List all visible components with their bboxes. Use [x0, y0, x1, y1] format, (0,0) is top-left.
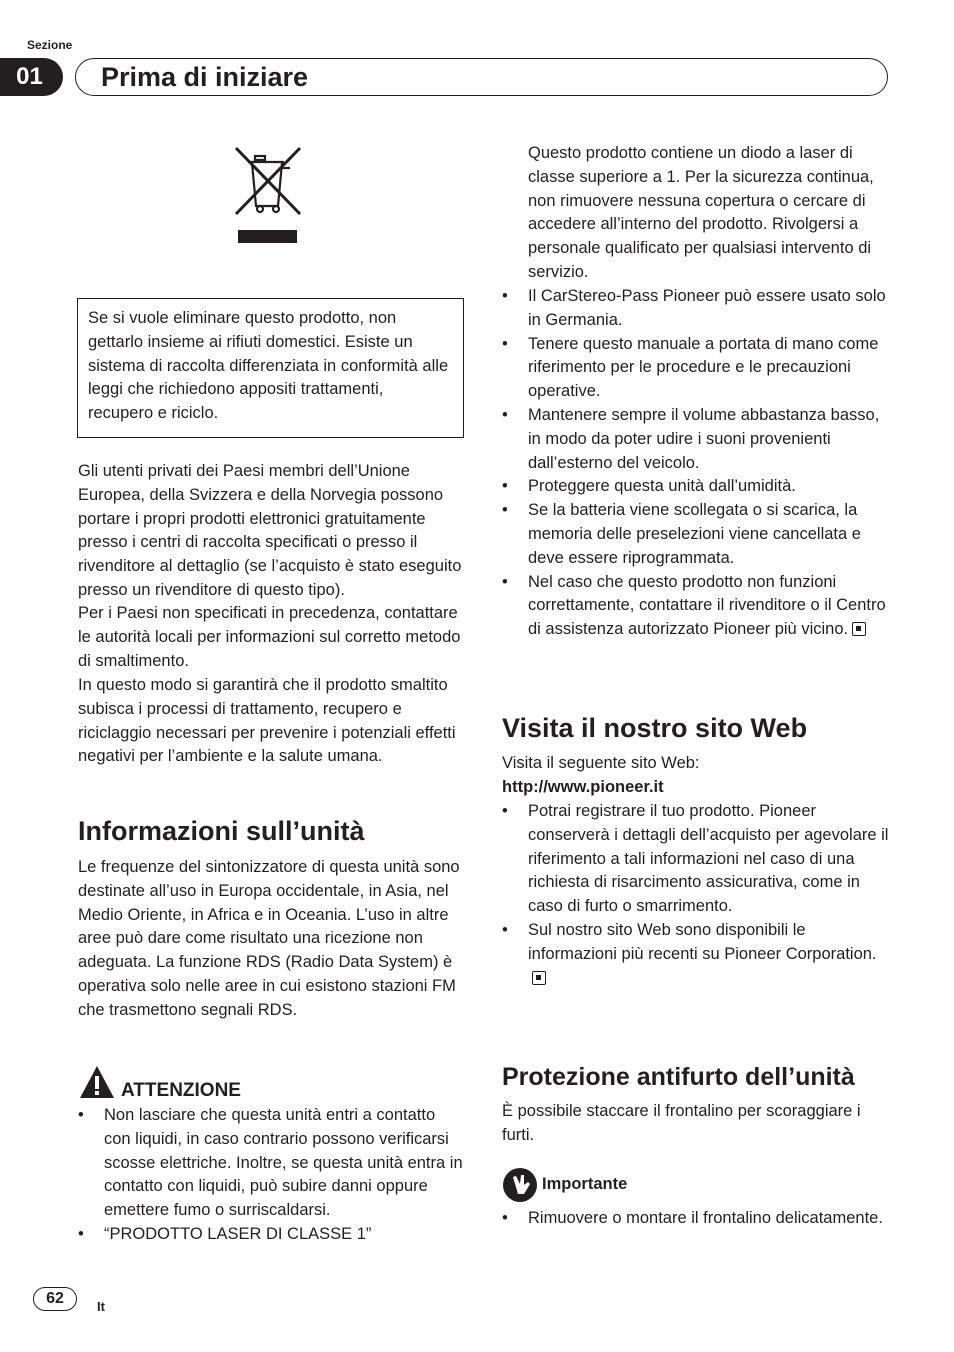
weee-paragraph-3: In questo modo si garantirà che il prodotto smaltito subisca i processi di trattamento, recupero e riciclaggio necessari per prevenire i potenziali effetti negativi per l’ambiente e la salute umana.: [78, 676, 456, 766]
language-code: It: [97, 1299, 105, 1314]
end-mark-icon: [852, 622, 866, 636]
crossed-out-wheelie-bin-icon: [234, 146, 302, 246]
weee-paragraph-2: Per i Paesi non specificati in precedenza, contattare le autorità locali per informazioni sul corretto metodo di smaltimento.: [78, 604, 461, 670]
important-hand-icon: [503, 1168, 537, 1202]
important-title: Importante: [542, 1175, 628, 1193]
end-mark-icon: [532, 971, 546, 985]
page-title: Prima di iniziare: [101, 62, 309, 92]
caution-list: [78, 1104, 466, 1247]
list-item: • Il CarStereo-Pass Pioneer può essere usato solo in Germania.: [502, 285, 890, 333]
weee-paragraph-1: Gli utenti privati dei Paesi membri dell’Unione Europea, della Svizzera e della Norvegia possono portare i propri prodotti elettronici gratuitamente presso i centri di raccolta specificati o presso il rivenditore al dettaglio (se l’acquisto è stato eseguito presso un rivenditore di questo tipo).: [78, 462, 462, 599]
list-item: • Se la batteria viene scollegata o si scarica, la memoria delle preselezioni viene cancellata e deve essere riprogrammata.: [502, 499, 890, 570]
section-number: 01: [0, 58, 63, 96]
caution-list-continued: [502, 285, 890, 642]
list-item-text: Nel caso che questo prodotto non funzioni correttamente, contattare il rivenditore o il Centro di assistenza autorizzato Pioneer più vicino.: [528, 572, 886, 639]
heading-website: Visita il nostro sito Web: [502, 713, 808, 743]
caution-title: ATTENZIONE: [121, 1080, 241, 1101]
heading-antitheft: Protezione antifurto dell’unità: [502, 1063, 855, 1091]
list-item: • Potrai registrare il tuo prodotto. Pioneer conserverà i dettagli dell’acquisto per agevolare il riferimento a tali informazioni nel caso di una richiesta di risarcimento assicurativa, come in caso di furto o smarrimento.: [502, 800, 890, 919]
list-item: • Proteggere questa unità dall’umidità.: [502, 475, 890, 499]
weee-notice-box: Se si vuole eliminare questo prodotto, non gettarlo insieme ai rifiuti domestici. Esiste un sistema di raccolta differenziata in conformità alle leggi che richiedono appositi trattamenti, recupero e riciclo.: [77, 298, 464, 438]
list-item: • Tenere questo manuale a portata di mano come riferimento per le procedure e le precauzioni operative.: [502, 333, 890, 404]
website-list: [502, 800, 890, 990]
list-item-text: Sul nostro sito Web sono disponibili le informazioni più recenti su Pioneer Corporation.: [528, 920, 877, 963]
warning-triangle-icon: [79, 1064, 115, 1100]
website-url-link[interactable]: http://www.pioneer.it: [502, 778, 664, 796]
list-item: • Non lasciare che questa unità entri a contatto con liquidi, in caso contrario possono verificarsi scosse elettriche. Inoltre, se questa unità entra in contatto con liquidi, può subire danni oppure emettere fumo o surriscaldarsi.: [78, 1104, 466, 1223]
info-unit-text: Le frequenze del sintonizzatore di questa unità sono destinate all’uso in Europa occidentale, in Asia, nel Medio Oriente, in Africa e in Oceania. L’uso in altre aree può dare come risultato una ricezione non adeguata. La funzione RDS (Radio Data System) è operativa solo nelle aree in cui esistono stazioni FM che trasmettono segnali RDS.: [78, 858, 460, 1019]
list-item: • “PRODOTTO LASER DI CLASSE 1”: [78, 1223, 466, 1247]
antitheft-text: È possibile staccare il frontalino per scoraggiare i furti.: [502, 1102, 861, 1144]
page-number: 62: [33, 1287, 77, 1311]
list-item: • Mantenere sempre il volume abbastanza basso, in modo da poter udire i suoni provenienti dall’esterno del veicolo.: [502, 404, 890, 475]
list-item: [502, 919, 890, 990]
website-intro: Visita il seguente sito Web:: [502, 754, 700, 772]
list-item: • Rimuovere o montare il frontalino delicatamente.: [502, 1207, 890, 1231]
important-list: [502, 1207, 890, 1231]
heading-info-unit: Informazioni sull’unità: [78, 816, 365, 846]
list-item: [502, 571, 890, 642]
laser-continuation-text: Questo prodotto contiene un diodo a laser di classe superiore a 1. Per la sicurezza continua, non rimuovere nessuna copertura o cercare di accedere all’interno del prodotto. Rivolgersi a personale qualificato per qualsiasi intervento di servizio.: [528, 144, 874, 281]
section-label: Sezione: [27, 38, 73, 52]
